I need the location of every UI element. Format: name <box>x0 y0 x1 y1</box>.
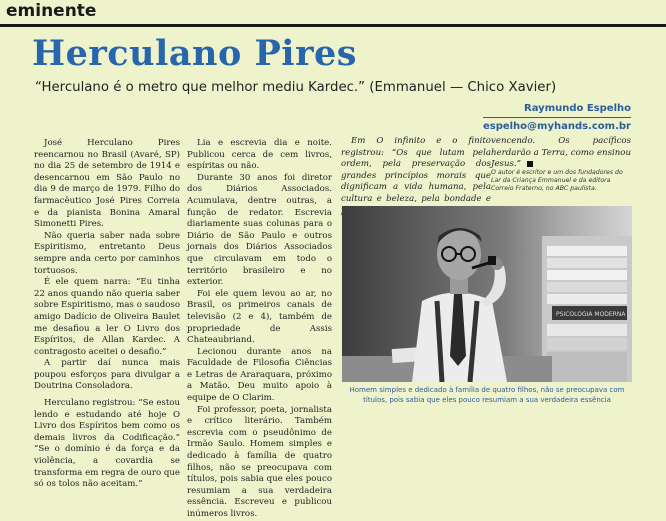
text-column-4 <box>491 136 631 171</box>
text-column-3 <box>341 136 491 217</box>
paragraph: Em O infinito e o finito registrou: “Os que lutam pela ordem, pela preservação dos grandes princípios morais que dignificam a vida humana, pela cultura e beleza, pela bondade e <box>341 136 491 204</box>
paragraph: vencendo. Os pacíficos herdarão a Terra, como ensinou Jesus.” <box>491 136 631 170</box>
author-rule <box>483 117 631 118</box>
photo-herculano-pires <box>342 206 632 382</box>
paragraph: José Herculano Pires reencarnou no Brasil (Avaré, SP) no dia 25 de setembro de 1914 e desencarnou em São Paulo no dia 9 de março de 1979. Filho do farmacêutico José Pires Correia e da pianista Bonina Amaral Simonetti Pires. <box>34 138 180 230</box>
paragraph: Durante 30 anos foi diretor dos Diários Associados. Acumulava, dentre outras, a função de redator. Escrevia diariamente suas colunas para o Diário de São Paulo e outros jornais dos Diários Associados que circulavam em todo o território brasileiro e no exterior. <box>187 172 332 288</box>
paragraph: Não queria saber nada sobre Espiritismo, entretanto Deus sempre anda certo por caminhos tortuosos. <box>34 230 180 276</box>
article-title: Herculano Pires <box>32 33 358 74</box>
section-label: eminente <box>6 1 97 21</box>
paragraph: Lecionou durante anos na Faculdade de Filosofia Ciências e Letras de Araraquara, próximo a Matão. Deu muito apoio à equipe de O Clarim. <box>187 346 332 404</box>
author-note: O autor é escritor e um dos fundadores do Lar da Criança Emmanuel e da editora Correio Fraterno, no ABC paulista. <box>491 169 623 192</box>
paragraph: Foi ele quem levou ao ar, no Brasil, os primeiros canais de televisão (2 e 4), também de propriedade de Assis Chateaubriand. <box>187 288 332 346</box>
photo-illustration <box>342 206 632 382</box>
end-mark-icon <box>527 161 533 167</box>
author-email[interactable]: espelho@myhands.com.br <box>482 121 631 132</box>
author-name: Raymundo Espelho <box>524 103 631 114</box>
article-subtitle-quote: “Herculano é o metro que melhor mediu Kardec.” (Emmanuel — Chico Xavier) <box>35 80 557 95</box>
paragraph: Herculano registrou: “Se estou lendo e estudando até hoje O Livro dos Espíritos bem como os demais livros da Codificação.” “Se o domínio é da força e da violência, a covardia se transforma em regra de ouro que só os tolos não aceitam.” <box>34 398 180 490</box>
photo-caption: Homem simples e dedicado à família de quatro filhos, não se preocupava com títulos, pois sabia que eles pouco resumiam a sua verdadeira essência <box>349 386 625 404</box>
paragraph: É ele quem narra: “Eu tinha 22 anos quando não queria saber sobre Espiritismo, mas o saudoso amigo Dadício de Oliveira Baulet me desafiou a ler O Livro dos Espíritos, de Allan Kardec. A contragosto aceitei o desafio.” <box>34 277 180 357</box>
text-column-1 <box>34 138 180 491</box>
paragraph: Lia e escrevia dia e noite. Publicou cerca de cem livros, espíritas ou não. <box>187 138 332 172</box>
paragraph: A partir daí nunca mais poupou esforços para divulgar a Doutrina Consoladora. <box>34 358 180 392</box>
book-label: PSICOLOGIA MODERNA <box>556 311 626 318</box>
author-block <box>483 101 631 134</box>
text-column-2 <box>187 138 332 521</box>
section-header <box>0 0 666 27</box>
paragraph: Foi professor, poeta, jornalista e crítico literário. Também escrevia com o pseudônimo de Irmão Saulo. Homem simples e dedicado à família de quatro filhos, não se preocupava com títulos, pois sabia que eles pouco resumiam a sua verdadeira essência. Escreveu e publicou inúmeros livros. <box>187 404 332 519</box>
